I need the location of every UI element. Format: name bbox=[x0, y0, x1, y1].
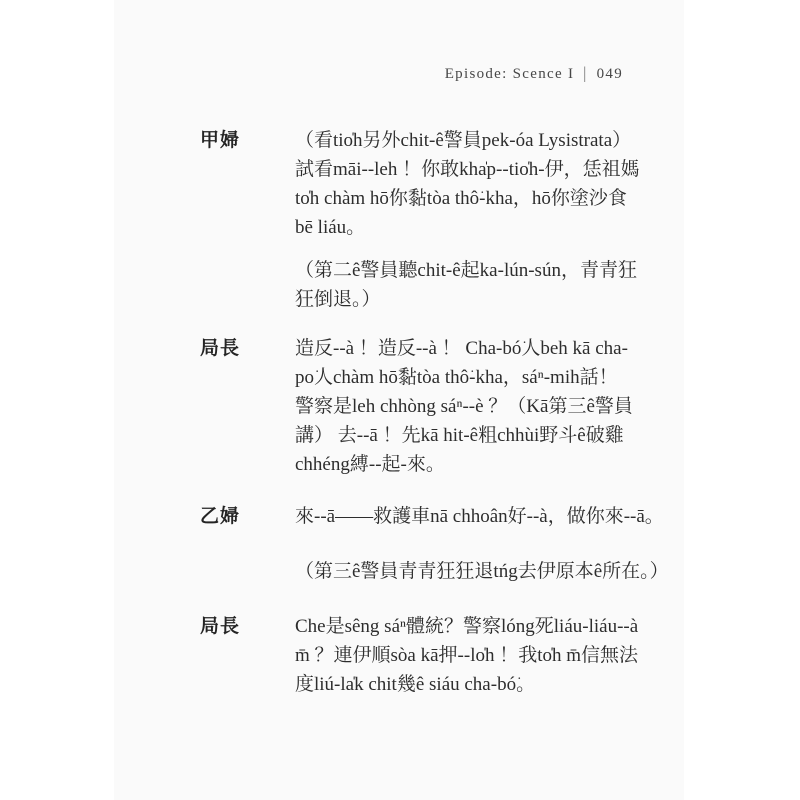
stage-direction-line: （第二ê警員聽chit-ê起ka-lún-sún，青青狂 bbox=[295, 260, 637, 281]
dialogue-line: 試看māi--leh ！你敢kha̍p--tio̍h-伊，恁祖媽 bbox=[295, 159, 640, 180]
stage-direction-block bbox=[200, 557, 669, 586]
dialogue-block bbox=[200, 502, 664, 531]
stage-direction-text bbox=[295, 557, 669, 586]
stage-direction-block bbox=[200, 256, 640, 314]
dialogue-block bbox=[200, 126, 640, 242]
dialogue-line: 警察是leh chhòng sáⁿ--è ？（Kā第三ê警員 bbox=[295, 396, 633, 417]
dialogue-text bbox=[295, 612, 639, 699]
dialogue-text bbox=[295, 126, 640, 242]
dialogue-block bbox=[200, 612, 640, 699]
dialogue-text bbox=[295, 502, 664, 531]
speaker-label: 局長 bbox=[200, 616, 241, 637]
header-separator: | bbox=[583, 65, 588, 83]
dialogue-line: 講） 去--ā ！先kā hit-ê粗chhùi野斗ê破雞 bbox=[295, 425, 624, 446]
dialogue-line: m̄ ？連伊順sòa kā押--lo̍h ！我to̍h m̄信無法 bbox=[295, 645, 639, 666]
dialogue-line: to̍h chàm hō͘你黏tòa thô͘-kha，hō͘你塗沙食 bbox=[295, 188, 627, 209]
page-number: 049 bbox=[596, 66, 623, 82]
dialogue-line: 來--ā——救護車nā chhoân好--à，做你來--ā。 bbox=[295, 506, 664, 527]
running-header bbox=[0, 66, 623, 83]
dialogue-line: 度liú-la̍k chit幾ê siáu cha-bó͘。 bbox=[295, 674, 536, 695]
episode-title: Episode: Scence I bbox=[444, 66, 575, 82]
stage-direction-text bbox=[295, 256, 637, 314]
dialogue-line: chhéng縛--起-來。 bbox=[295, 454, 445, 475]
stage-direction-line: 狂倒退。） bbox=[295, 289, 381, 310]
dialogue-line: （看tio̍h另外chit-ê警員pek-óa Lysistrata） bbox=[295, 130, 632, 151]
dialogue-line: po͘人chàm hō͘黏tòa thô͘-kha，sáⁿ-mih話！ bbox=[295, 367, 618, 388]
dialogue-line: 造反--à ！造反--à ！ Cha-bó͘人beh kā cha- bbox=[295, 338, 628, 359]
dialogue-line: bē liáu。 bbox=[295, 217, 366, 238]
speaker-label: 局長 bbox=[200, 338, 241, 359]
script-content bbox=[200, 126, 669, 699]
speaker-label: 甲婦 bbox=[200, 130, 241, 151]
dialogue-block bbox=[200, 334, 640, 479]
dialogue-text bbox=[295, 334, 633, 479]
speaker-label: 乙婦 bbox=[200, 506, 241, 527]
stage-direction-line: （第三ê警員青青狂狂退tńg去伊原本ê所在。） bbox=[295, 561, 669, 582]
dialogue-line: Che是sêng sáⁿ體統？警察lóng死liáu-liáu--à bbox=[295, 616, 639, 637]
